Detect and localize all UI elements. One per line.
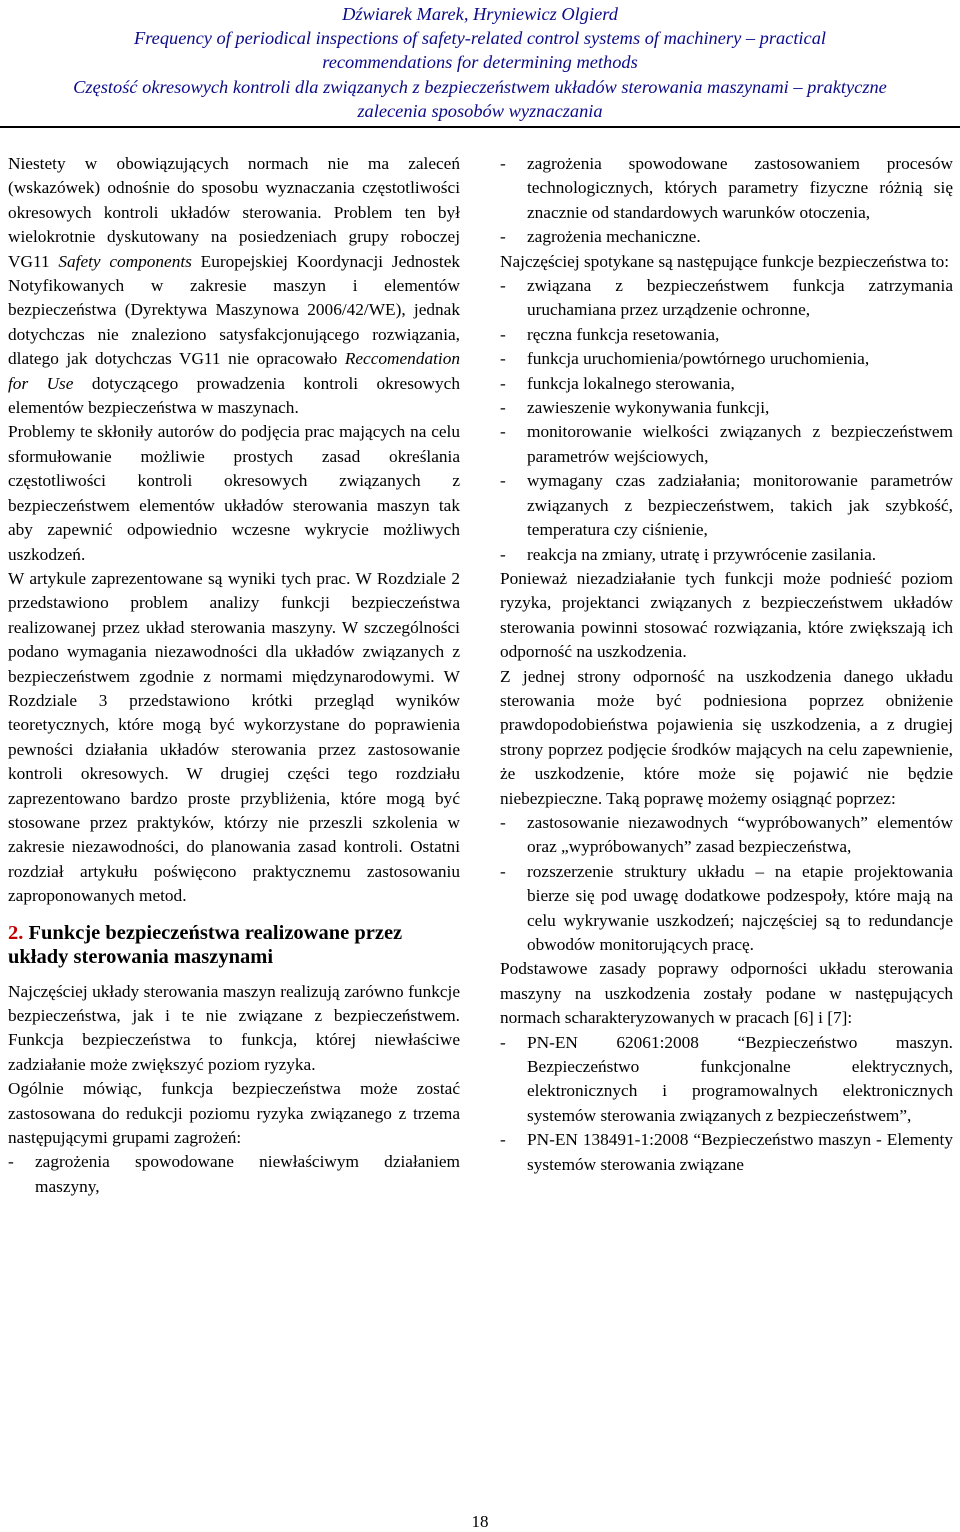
right-column (500, 152, 953, 1177)
section-heading (8, 921, 460, 970)
list-item-text: funkcja lokalnego sterowania, (527, 373, 735, 393)
header-title-en-line2: recommendations for determining methods (322, 52, 638, 73)
text-run: Europejskiej Koordynacji Jednostek Notyfikowanych w zakresie maszyn i elementów bezpieczeństwa (Dyrektywa Maszynowa 2006/42/WE), jednak dotychczas nie znaleziono satysfakcjonującego rozwiązania, dlatego jak dotychczas VG11 nie opracowało (8, 251, 461, 369)
text-run: dotyczącego prowadzenia kontroli okresowych elementów bezpieczeństwa w maszynach. (8, 373, 460, 418)
list-item-text: wymagany czas zadziałania; monitorowanie parametrów związanych z bezpieczeństwem, takich jak szybkość, temperatura czy ciśnienie, (527, 471, 953, 540)
italic-term: Safety components (58, 251, 192, 271)
list-item: - PN-EN 138491-1:2008 “Bezpieczeństwo maszyn - Elementy systemów sterowania związane (500, 1130, 953, 1174)
dash-list (500, 811, 953, 957)
list-item: - ręczna funkcja resetowania, (500, 324, 720, 344)
paragraph: Problemy te skłoniły autorów do podjęcia prac mających na celu sformułowanie możliwie prostych zasad określania częstotliwości kontroli okresowych związanych z bezpieczeństwem elementów układów sterowania maszyn tak aby zapewnić odpowiednio wczesne wykrycie możliwych uszkodzeń. (8, 422, 460, 564)
list-item: - monitorowanie wielkości związanych z bezpieczeństwem parametrów wejściowych, (500, 422, 953, 466)
header-title-pl-line1: Częstość okresowych kontroli dla związanych z bezpieczeństwem układów sterowania maszynami – praktyczne (73, 76, 887, 97)
list-item: - zawieszenie wykonywania funkcji, (500, 398, 770, 418)
list-item-text: związana z bezpieczeństwem funkcja zatrzymania uruchamiana przez urządzenie ochronne, (527, 276, 953, 320)
page-number: 18 (471, 1512, 489, 1531)
text-run: Niestety w obowiązujących normach nie ma zaleceń (wskazówek) odnośnie do sposobu wyznaczania częstotliwości okresowych kontroli układów sterowania. Problem ten był wielokrotnie dyskutowany na posiedzeniach grupy roboczej VG11 (8, 154, 460, 271)
list-item: - zagrożenia spowodowane niewłaściwym działaniem maszyny, (8, 1152, 460, 1196)
list-item: - funkcja lokalnego sterowania, (500, 373, 735, 393)
paragraph: Najczęściej układy sterowania maszyn realizują zarówno funkcje bezpieczeństwa, jak i te nie związane z bezpieczeństwem. Funkcja bezpieczeństwa to funkcja, której niewłaściwe zadziałanie może zwiększyć poziom ryzyka. (8, 981, 460, 1074)
list-item-text: zawieszenie wykonywania funkcji, (527, 398, 770, 418)
list-item-text: zagrożenia mechaniczne. (527, 227, 701, 247)
dash-list (500, 274, 953, 567)
list-item: - wymagany czas zadziałania; monitorowanie parametrów związanych z bezpieczeństwem, takich jak szybkość, temperatura czy ciśnienie, (500, 471, 953, 540)
paragraph (8, 152, 460, 420)
list-item-text: rozszerzenie struktury układu – na etapie projektowania bierze się pod uwagę dodatkowe podzespoły, które mają na celu wykrywanie uszkodzeń; najczęściej są to redundancje obwodów monitorujących pracę. (527, 861, 953, 954)
section-number: 2. (8, 921, 24, 944)
list-item-text: reakcja na zmiany, utratę i przywrócenie zasilania. (527, 544, 877, 564)
header-divider (0, 126, 960, 128)
list-item: - zagrożenia spowodowane zastosowaniem procesów technologicznych, których parametry fizyczne różnią się znacznie od standardowych warunków otoczenia, (500, 154, 953, 222)
dash-list (8, 1150, 460, 1199)
list-item-text: funkcja uruchomienia/powtórnego uruchomienia, (527, 349, 870, 369)
section-title: Funkcje bezpieczeństwa realizowane przez układy sterowania maszynami (8, 921, 403, 969)
list-item-text: ręczna funkcja resetowania, (527, 324, 720, 344)
list-item: - zagrożenia mechaniczne. (500, 227, 701, 247)
list-item-text: monitorowanie wielkości związanych z bezpieczeństwem parametrów wejściowych, (527, 422, 953, 466)
running-header (0, 2, 960, 123)
list-item: - zastosowanie niezawodnych “wypróbowanych” elementów oraz „wypróbowanych” zasad bezpieczeństwa, (500, 812, 953, 857)
paragraph: Ponieważ niezadziałanie tych funkcji może podnieść poziom ryzyka, projektanci związanych z bezpieczeństwem układów sterowania powinni stosować rozwiązania, które zwiększają ich odporność na uszkodzenia. (500, 568, 953, 662)
list-item: - PN-EN 62061:2008 “Bezpieczeństwo maszyn. Bezpieczeństwo funkcjonalne elektrycznych, elektronicznych i programowalnych elektronicznych systemów sterowania związanych z bezpieczeństwem”, (500, 1032, 953, 1125)
italic-term: Reccomendation for Use (8, 349, 460, 393)
list-item-text: PN-EN 138491-1:2008 “Bezpieczeństwo maszyn - Elementy systemów sterowania związane (527, 1130, 953, 1174)
list-item: - związana z bezpieczeństwem funkcja zatrzymania uruchamiana przez urządzenie ochronne, (500, 276, 953, 320)
dash-list (500, 152, 953, 250)
list-item-text: zagrożenia spowodowane zastosowaniem procesów technologicznych, których parametry fizyczne różnią się znacznie od standardowych warunków otoczenia, (527, 154, 953, 222)
list-item: - rozszerzenie struktury układu – na etapie projektowania bierze się pod uwagę dodatkowe podzespoły, które mają na celu wykrywanie uszkodzeń; najczęściej są to redundancje obwodów monitorujących pracę. (500, 861, 953, 954)
list-item-text: PN-EN 62061:2008 “Bezpieczeństwo maszyn. Bezpieczeństwo funkcjonalne elektrycznych, elektronicznych i programowalnych elektronicznych systemów sterowania związanych z bezpieczeństwem”, (527, 1032, 953, 1125)
dash-list (500, 1031, 953, 1177)
list-item: - funkcja uruchomienia/powtórnego uruchomienia, (500, 349, 870, 369)
list-item: - reakcja na zmiany, utratę i przywrócenie zasilania. (500, 544, 877, 564)
list-item-text: zagrożenia spowodowane niewłaściwym działaniem maszyny, (35, 1152, 460, 1196)
header-authors: Dźwiarek Marek, Hryniewicz Olgierd (342, 4, 618, 24)
paragraph: W artykule zaprezentowane są wyniki tych prac. W Rozdziale 2 przedstawiono problem analizy funkcji bezpieczeństwa realizowanej przez układ sterowania maszyny. W szczególności podano wymagania niezawodności dla układów związanych z bezpieczeństwem zgodnie z normami międzynarodowymi. W Rozdziale 3 przedstawiono krótki przegląd wyników teoretycznych, które mogą być wykorzystane do poprawienia pewności działania układów sterowania przez zastosowanie kontroli okresowych. W drugiej części tego rozdziału zaprezentowano bardzo proste przybliżenia, które mogą być stosowane przez praktyków, którzy nie przeszli szkolenia w zakresie niezawodności, do planowania zasad kontroli. Ostatni rozdział artykułu poświęcono praktycznemu zastosowaniu zaproponowanych metod. (8, 568, 460, 906)
paragraph: Ogólnie mówiąc, funkcja bezpieczeństwa może zostać zastosowana do redukcji poziomu ryzyka związanego z trzema następującymi grupami zagrożeń: (8, 1079, 460, 1148)
header-title-pl-line2: zalecenia sposobów wyznaczania (357, 100, 603, 121)
left-column (8, 152, 460, 1199)
paragraph: Podstawowe zasady poprawy odporności układu sterowania maszyny na uszkodzenia zostały podane w następujących normach scharakteryzowanych w pracach [6] i [7]: (500, 959, 953, 1028)
list-item-text: zastosowanie niezawodnych “wypróbowanych” elementów oraz „wypróbowanych” zasad bezpieczeństwa, (527, 812, 953, 857)
paragraph: Najczęściej spotykane są następujące funkcje bezpieczeństwa to: (500, 251, 950, 271)
header-title-en-line1: Frequency of periodical inspections of safety-related control systems of machinery – practical (133, 28, 827, 49)
paragraph: Z jednej strony odporność na uszkodzenia danego układu sterowania może być podniesiona poprzez obniżenie prawdopodobieństwa pojawienia się uszkodzenia, a z drugiej strony poprzez podjęcie środków mających na celu zapewnienie, że uszkodzenie, które może się pojawić nie będzie niebezpieczne. Taką poprawę możemy osiągnąć poprzez: (500, 666, 953, 808)
